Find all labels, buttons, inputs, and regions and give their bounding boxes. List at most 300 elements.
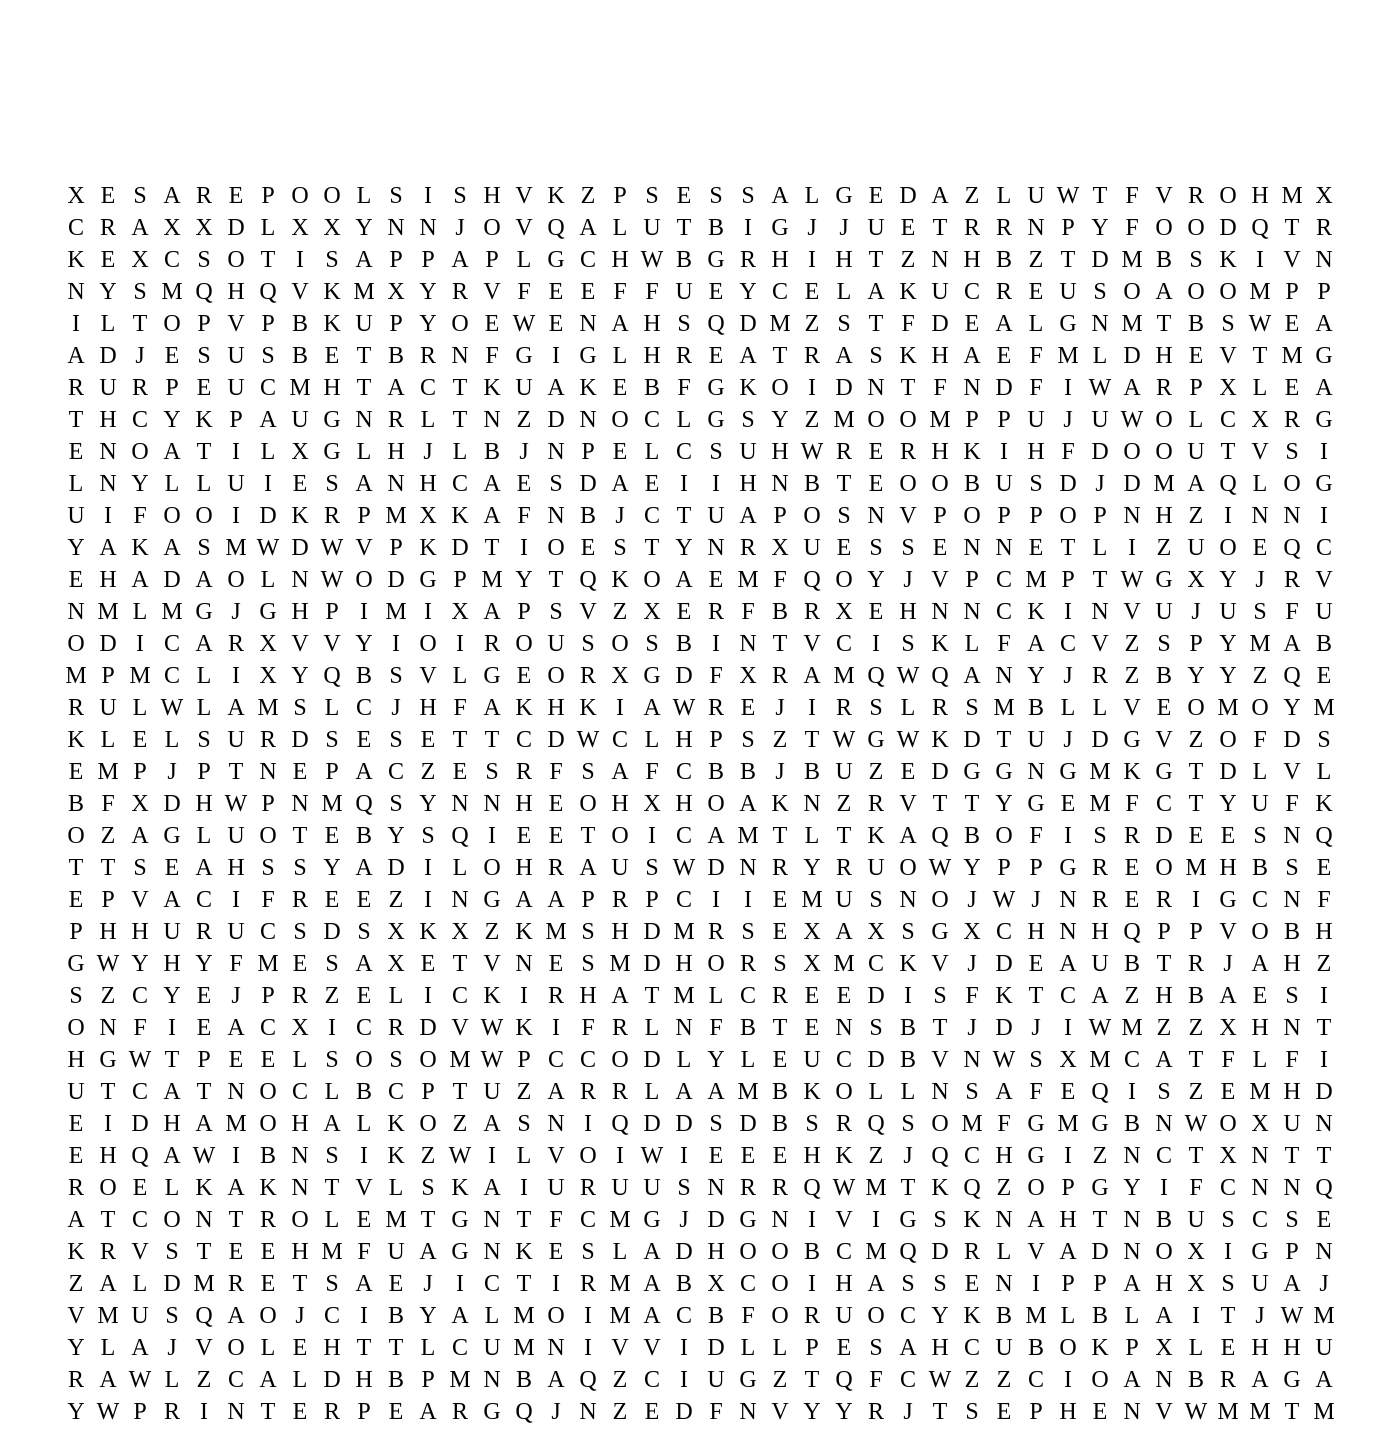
letter-cell[interactable]: M	[385, 503, 407, 529]
letter-cell[interactable]: Y	[419, 311, 437, 337]
letter-cell[interactable]: D	[99, 631, 117, 657]
letter-cell[interactable]: D	[963, 727, 981, 753]
letter-cell[interactable]: Z	[772, 1367, 788, 1393]
letter-cell[interactable]: L	[804, 183, 820, 209]
letter-cell[interactable]: I	[1320, 503, 1328, 529]
letter-cell[interactable]: A	[835, 343, 853, 369]
letter-cell[interactable]: A	[131, 1335, 149, 1361]
letter-cell[interactable]: N	[1155, 1367, 1173, 1393]
letter-cell[interactable]: U	[1155, 599, 1173, 625]
letter-cell[interactable]: V	[227, 311, 245, 337]
letter-cell[interactable]: S	[581, 631, 595, 657]
letter-cell[interactable]: N	[771, 471, 789, 497]
letter-cell[interactable]: O	[227, 567, 245, 593]
letter-cell[interactable]: O	[771, 1271, 789, 1297]
letter-cell[interactable]: O	[835, 1079, 853, 1105]
letter-cell[interactable]: N	[483, 1239, 501, 1265]
letter-cell[interactable]: B	[259, 1143, 276, 1169]
letter-cell[interactable]: Q	[323, 663, 341, 689]
letter-cell[interactable]: F	[773, 567, 787, 593]
letter-cell[interactable]: R	[771, 855, 788, 881]
letter-cell[interactable]: X	[291, 439, 309, 465]
letter-cell[interactable]: R	[835, 855, 852, 881]
letter-cell[interactable]: R	[611, 1079, 628, 1105]
letter-cell[interactable]: W	[1184, 1111, 1208, 1137]
letter-cell[interactable]: H	[1283, 951, 1301, 977]
letter-cell[interactable]: X	[835, 599, 853, 625]
letter-cell[interactable]: Y	[1123, 1175, 1141, 1201]
letter-cell[interactable]: F	[229, 951, 243, 977]
letter-cell[interactable]: M	[129, 663, 151, 689]
letter-cell[interactable]: M	[161, 599, 183, 625]
letter-cell[interactable]: A	[547, 375, 565, 401]
letter-cell[interactable]: E	[132, 1175, 148, 1201]
letter-cell[interactable]: M	[1089, 1047, 1111, 1073]
letter-cell[interactable]: N	[739, 855, 757, 881]
letter-cell[interactable]: G	[483, 663, 501, 689]
letter-cell[interactable]: R	[835, 1111, 852, 1137]
letter-cell[interactable]: F	[1125, 215, 1139, 241]
letter-cell[interactable]: P	[101, 663, 115, 689]
letter-cell[interactable]: S	[1029, 471, 1043, 497]
letter-cell[interactable]: O	[1219, 279, 1237, 305]
letter-cell[interactable]: C	[579, 247, 596, 273]
letter-cell[interactable]: O	[483, 855, 501, 881]
letter-cell[interactable]: G	[515, 343, 533, 369]
letter-cell[interactable]: N	[547, 439, 565, 465]
letter-cell[interactable]: W	[832, 727, 856, 753]
letter-cell[interactable]: A	[451, 1303, 469, 1329]
letter-cell[interactable]: Z	[100, 983, 116, 1009]
letter-cell[interactable]: S	[1253, 823, 1267, 849]
letter-cell[interactable]: T	[100, 1207, 116, 1233]
letter-cell[interactable]: Y	[803, 855, 821, 881]
letter-cell[interactable]: J	[167, 759, 177, 785]
letter-cell[interactable]: A	[643, 1271, 661, 1297]
letter-cell[interactable]: X	[771, 535, 789, 561]
letter-cell[interactable]: S	[325, 471, 339, 497]
letter-cell[interactable]: P	[997, 855, 1011, 881]
letter-cell[interactable]: J	[1255, 567, 1265, 593]
letter-cell[interactable]: I	[1064, 1143, 1072, 1169]
letter-cell[interactable]: E	[1284, 311, 1300, 337]
letter-cell[interactable]: Q	[899, 1239, 917, 1265]
letter-cell[interactable]: U	[227, 727, 245, 753]
letter-cell[interactable]: A	[483, 1111, 501, 1137]
letter-cell[interactable]: Y	[323, 855, 341, 881]
letter-cell[interactable]: T	[516, 1271, 532, 1297]
letter-cell[interactable]: O	[611, 631, 629, 657]
letter-cell[interactable]: J	[679, 1207, 689, 1233]
letter-cell[interactable]: Y	[131, 951, 149, 977]
letter-cell[interactable]: I	[712, 631, 720, 657]
letter-cell[interactable]: R	[515, 759, 532, 785]
letter-cell[interactable]: O	[1123, 279, 1141, 305]
letter-cell[interactable]: I	[424, 983, 432, 1009]
letter-cell[interactable]: U	[1027, 407, 1045, 433]
letter-cell[interactable]: A	[195, 855, 213, 881]
letter-cell[interactable]: E	[676, 183, 692, 209]
letter-cell[interactable]: E	[292, 759, 308, 785]
letter-cell[interactable]: S	[389, 791, 403, 817]
letter-cell[interactable]: T	[644, 535, 660, 561]
letter-cell[interactable]: T	[452, 1079, 468, 1105]
letter-cell[interactable]: X	[611, 663, 629, 689]
letter-cell[interactable]: M	[385, 1207, 407, 1233]
letter-cell[interactable]: F	[1221, 1047, 1235, 1073]
letter-cell[interactable]: N	[1123, 503, 1141, 529]
letter-cell[interactable]: E	[196, 1015, 212, 1041]
letter-cell[interactable]: B	[387, 1367, 404, 1393]
letter-cell[interactable]: A	[1283, 631, 1301, 657]
letter-cell[interactable]: X	[163, 215, 181, 241]
letter-cell[interactable]: O	[995, 823, 1013, 849]
letter-cell[interactable]: J	[967, 1015, 977, 1041]
letter-cell[interactable]: R	[771, 1175, 788, 1201]
letter-cell[interactable]: C	[131, 1207, 148, 1233]
letter-cell[interactable]: H	[1059, 1207, 1077, 1233]
letter-cell[interactable]: O	[227, 1335, 245, 1361]
letter-cell[interactable]: E	[292, 1399, 308, 1425]
letter-cell[interactable]: U	[547, 631, 565, 657]
letter-cell[interactable]: R	[99, 1239, 116, 1265]
letter-cell[interactable]: A	[163, 887, 181, 913]
letter-cell[interactable]: F	[1285, 1047, 1299, 1073]
letter-cell[interactable]: O	[355, 567, 373, 593]
letter-cell[interactable]: O	[579, 791, 597, 817]
letter-cell[interactable]: C	[1123, 1047, 1140, 1073]
letter-cell[interactable]: O	[931, 887, 949, 913]
letter-cell[interactable]: G	[451, 1239, 469, 1265]
letter-cell[interactable]: I	[360, 1303, 368, 1329]
letter-cell[interactable]: D	[227, 215, 245, 241]
letter-cell[interactable]: N	[1315, 1111, 1333, 1137]
letter-cell[interactable]: P	[645, 887, 659, 913]
letter-cell[interactable]: Y	[419, 791, 437, 817]
letter-cell[interactable]: U	[611, 1175, 629, 1201]
letter-cell[interactable]: U	[803, 535, 821, 561]
letter-cell[interactable]: F	[901, 311, 915, 337]
letter-cell[interactable]: I	[552, 343, 560, 369]
letter-cell[interactable]: U	[867, 855, 885, 881]
letter-cell[interactable]: A	[1155, 1303, 1173, 1329]
letter-cell[interactable]: B	[643, 375, 660, 401]
letter-cell[interactable]: D	[99, 343, 117, 369]
letter-cell[interactable]: V	[1219, 919, 1237, 945]
letter-cell[interactable]: E	[964, 1271, 980, 1297]
letter-cell[interactable]: N	[547, 503, 565, 529]
letter-cell[interactable]: G	[995, 759, 1013, 785]
letter-cell[interactable]: J	[775, 759, 785, 785]
letter-cell[interactable]: A	[1187, 471, 1205, 497]
letter-cell[interactable]: F	[485, 343, 499, 369]
letter-cell[interactable]: B	[707, 1303, 724, 1329]
letter-cell[interactable]: K	[1123, 759, 1141, 785]
letter-cell[interactable]: L	[644, 439, 660, 465]
letter-cell[interactable]: E	[548, 1239, 564, 1265]
letter-cell[interactable]: E	[740, 695, 756, 721]
letter-cell[interactable]: A	[419, 1239, 437, 1265]
letter-cell[interactable]: J	[231, 983, 241, 1009]
letter-cell[interactable]: K	[899, 279, 917, 305]
letter-cell[interactable]: R	[707, 919, 724, 945]
letter-cell[interactable]: E	[356, 1207, 372, 1233]
letter-cell[interactable]: N	[1059, 919, 1077, 945]
letter-cell[interactable]: W	[224, 791, 248, 817]
letter-cell[interactable]: O	[611, 823, 629, 849]
letter-cell[interactable]: R	[387, 1015, 404, 1041]
letter-cell[interactable]: I	[1192, 887, 1200, 913]
letter-cell[interactable]: D	[419, 1015, 437, 1041]
letter-cell[interactable]: O	[291, 1207, 309, 1233]
letter-cell[interactable]: S	[965, 1079, 979, 1105]
letter-cell[interactable]: U	[867, 215, 885, 241]
letter-cell[interactable]: B	[899, 1015, 916, 1041]
letter-cell[interactable]: E	[772, 919, 788, 945]
letter-cell[interactable]: R	[131, 375, 148, 401]
letter-cell[interactable]: C	[1251, 1207, 1268, 1233]
letter-cell[interactable]: T	[164, 1047, 180, 1073]
letter-cell[interactable]: S	[645, 631, 659, 657]
letter-cell[interactable]: Z	[100, 823, 116, 849]
letter-cell[interactable]: E	[868, 599, 884, 625]
letter-cell[interactable]: H	[1251, 1015, 1269, 1041]
letter-cell[interactable]: Z	[868, 759, 884, 785]
letter-cell[interactable]: O	[67, 823, 85, 849]
letter-cell[interactable]: W	[448, 1143, 472, 1169]
letter-cell[interactable]: J	[519, 439, 529, 465]
letter-cell[interactable]: P	[997, 503, 1011, 529]
letter-cell[interactable]: I	[648, 823, 656, 849]
letter-cell[interactable]: I	[232, 439, 240, 465]
letter-cell[interactable]: E	[1220, 1335, 1236, 1361]
letter-cell[interactable]: M	[1249, 631, 1271, 657]
letter-cell[interactable]: H	[1027, 919, 1045, 945]
letter-cell[interactable]: H	[1251, 1335, 1269, 1361]
letter-cell[interactable]: V	[771, 1399, 789, 1425]
letter-cell[interactable]: K	[963, 1303, 981, 1329]
letter-cell[interactable]: I	[1256, 247, 1264, 273]
letter-cell[interactable]: Y	[803, 1399, 821, 1425]
letter-cell[interactable]: F	[613, 279, 627, 305]
letter-cell[interactable]: Z	[1156, 1015, 1172, 1041]
letter-cell[interactable]: A	[483, 503, 501, 529]
letter-cell[interactable]: H	[611, 247, 629, 273]
letter-cell[interactable]: D	[451, 535, 469, 561]
letter-cell[interactable]: V	[1155, 183, 1173, 209]
letter-cell[interactable]: L	[100, 311, 116, 337]
letter-cell[interactable]: D	[643, 1111, 661, 1137]
letter-cell[interactable]: O	[643, 567, 661, 593]
letter-cell[interactable]: Z	[580, 183, 596, 209]
letter-cell[interactable]: N	[835, 1015, 853, 1041]
letter-cell[interactable]: S	[1157, 1079, 1171, 1105]
letter-cell[interactable]: Z	[1028, 247, 1044, 273]
letter-cell[interactable]: C	[995, 567, 1012, 593]
letter-cell[interactable]: I	[1320, 439, 1328, 465]
letter-cell[interactable]: E	[1124, 887, 1140, 913]
letter-cell[interactable]: V	[547, 1143, 565, 1169]
letter-cell[interactable]: S	[165, 1303, 179, 1329]
letter-cell[interactable]: Y	[707, 1047, 725, 1073]
letter-cell[interactable]: T	[900, 375, 916, 401]
letter-cell[interactable]: O	[867, 407, 885, 433]
letter-cell[interactable]: S	[1029, 1047, 1043, 1073]
letter-cell[interactable]: B	[355, 1079, 372, 1105]
letter-cell[interactable]: S	[325, 951, 339, 977]
letter-cell[interactable]: K	[515, 1015, 533, 1041]
letter-cell[interactable]: F	[357, 1239, 371, 1265]
letter-cell[interactable]: H	[419, 695, 437, 721]
letter-cell[interactable]: N	[291, 567, 309, 593]
letter-cell[interactable]: Q	[1091, 1079, 1109, 1105]
letter-cell[interactable]: V	[1283, 247, 1301, 273]
letter-cell[interactable]: Z	[804, 407, 820, 433]
letter-cell[interactable]: E	[612, 375, 628, 401]
letter-cell[interactable]: Z	[420, 759, 436, 785]
letter-cell[interactable]: Z	[772, 727, 788, 753]
letter-cell[interactable]: V	[1155, 727, 1173, 753]
letter-cell[interactable]: E	[1028, 279, 1044, 305]
letter-cell[interactable]: Z	[900, 247, 916, 273]
letter-cell[interactable]: N	[547, 1335, 565, 1361]
letter-cell[interactable]: N	[739, 1399, 757, 1425]
letter-cell[interactable]: L	[1060, 695, 1076, 721]
letter-cell[interactable]: A	[195, 1111, 213, 1137]
letter-cell[interactable]: G	[1315, 407, 1333, 433]
letter-cell[interactable]: N	[739, 631, 757, 657]
letter-cell[interactable]: B	[995, 1303, 1012, 1329]
letter-cell[interactable]: H	[515, 855, 533, 881]
letter-cell[interactable]: U	[1027, 727, 1045, 753]
letter-cell[interactable]: U	[1091, 951, 1109, 977]
letter-cell[interactable]: Z	[996, 1367, 1012, 1393]
letter-cell[interactable]: U	[1315, 1335, 1333, 1361]
letter-cell[interactable]: L	[260, 1335, 276, 1361]
letter-cell[interactable]: B	[1091, 1303, 1108, 1329]
letter-cell[interactable]: T	[1316, 1143, 1332, 1169]
letter-cell[interactable]: R	[1091, 855, 1108, 881]
letter-cell[interactable]: W	[1088, 375, 1112, 401]
letter-cell[interactable]: B	[291, 311, 308, 337]
letter-cell[interactable]: S	[293, 919, 307, 945]
letter-cell[interactable]: O	[355, 1047, 373, 1073]
letter-cell[interactable]: B	[291, 343, 308, 369]
letter-cell[interactable]: T	[260, 247, 276, 273]
letter-cell[interactable]: S	[293, 695, 307, 721]
letter-cell[interactable]: E	[1028, 535, 1044, 561]
letter-cell[interactable]: L	[1124, 1303, 1140, 1329]
letter-cell[interactable]: C	[995, 599, 1012, 625]
letter-cell[interactable]: S	[1221, 1271, 1235, 1297]
letter-cell[interactable]: N	[67, 279, 85, 305]
letter-cell[interactable]: U	[547, 1175, 565, 1201]
letter-cell[interactable]: E	[1316, 663, 1332, 689]
letter-cell[interactable]: A	[643, 695, 661, 721]
letter-cell[interactable]: H	[643, 343, 661, 369]
letter-cell[interactable]: L	[292, 1367, 308, 1393]
letter-cell[interactable]: O	[1219, 183, 1237, 209]
letter-cell[interactable]: Z	[1188, 727, 1204, 753]
letter-cell[interactable]: Q	[931, 1143, 949, 1169]
letter-cell[interactable]: P	[1029, 855, 1043, 881]
letter-cell[interactable]: B	[1187, 311, 1204, 337]
letter-cell[interactable]: I	[328, 1015, 336, 1041]
letter-cell[interactable]: S	[581, 919, 595, 945]
letter-cell[interactable]: D	[931, 759, 949, 785]
letter-cell[interactable]: Z	[1124, 663, 1140, 689]
letter-cell[interactable]: N	[963, 1047, 981, 1073]
letter-cell[interactable]: R	[707, 599, 724, 625]
letter-cell[interactable]: G	[707, 375, 725, 401]
letter-cell[interactable]: R	[451, 1399, 468, 1425]
letter-cell[interactable]: S	[933, 983, 947, 1009]
letter-cell[interactable]: J	[1031, 1015, 1041, 1041]
letter-cell[interactable]: D	[675, 663, 693, 689]
letter-cell[interactable]: G	[579, 343, 597, 369]
letter-cell[interactable]: I	[808, 1207, 816, 1233]
letter-cell[interactable]: I	[1320, 983, 1328, 1009]
letter-cell[interactable]: S	[869, 1335, 883, 1361]
letter-cell[interactable]: T	[1028, 983, 1044, 1009]
letter-cell[interactable]: A	[579, 855, 597, 881]
letter-cell[interactable]: O	[739, 1239, 757, 1265]
letter-cell[interactable]: B	[707, 215, 724, 241]
letter-cell[interactable]: C	[835, 1047, 852, 1073]
letter-cell[interactable]: F	[133, 1015, 147, 1041]
letter-cell[interactable]: B	[1027, 695, 1044, 721]
letter-cell[interactable]: J	[1255, 1303, 1265, 1329]
letter-cell[interactable]: D	[1091, 439, 1109, 465]
letter-cell[interactable]: F	[1285, 791, 1299, 817]
letter-cell[interactable]: X	[1059, 1047, 1077, 1073]
letter-cell[interactable]: M	[833, 951, 855, 977]
letter-cell[interactable]: Z	[996, 1175, 1012, 1201]
letter-cell[interactable]: K	[259, 1175, 277, 1201]
letter-cell[interactable]: Z	[1188, 503, 1204, 529]
letter-cell[interactable]: A	[1155, 1047, 1173, 1073]
letter-cell[interactable]: E	[740, 1143, 756, 1169]
letter-cell[interactable]: M	[1249, 1079, 1271, 1105]
letter-cell[interactable]: Q	[515, 1399, 533, 1425]
letter-cell[interactable]: E	[868, 183, 884, 209]
letter-cell[interactable]: M	[257, 951, 279, 977]
letter-cell[interactable]: D	[643, 951, 661, 977]
letter-cell[interactable]: T	[996, 727, 1012, 753]
letter-cell[interactable]: S	[645, 855, 659, 881]
letter-cell[interactable]: Q	[867, 1111, 885, 1137]
letter-cell[interactable]: B	[1251, 855, 1268, 881]
letter-cell[interactable]: S	[69, 983, 83, 1009]
letter-cell[interactable]: Q	[1315, 823, 1333, 849]
letter-cell[interactable]: L	[420, 407, 436, 433]
letter-cell[interactable]: I	[456, 1271, 464, 1297]
letter-cell[interactable]: A	[867, 1271, 885, 1297]
letter-cell[interactable]: A	[483, 471, 501, 497]
letter-cell[interactable]: J	[1063, 407, 1073, 433]
letter-cell[interactable]: A	[1123, 1271, 1141, 1297]
letter-cell[interactable]: I	[232, 1143, 240, 1169]
letter-cell[interactable]: R	[1219, 1367, 1236, 1393]
letter-cell[interactable]: L	[484, 1303, 500, 1329]
letter-cell[interactable]: T	[1284, 1399, 1300, 1425]
letter-cell[interactable]: H	[675, 951, 693, 977]
letter-cell[interactable]: N	[483, 1367, 501, 1393]
letter-cell[interactable]: U	[1219, 599, 1237, 625]
letter-cell[interactable]: C	[355, 695, 372, 721]
letter-cell[interactable]: O	[867, 1303, 885, 1329]
letter-cell[interactable]: M	[1121, 247, 1143, 273]
